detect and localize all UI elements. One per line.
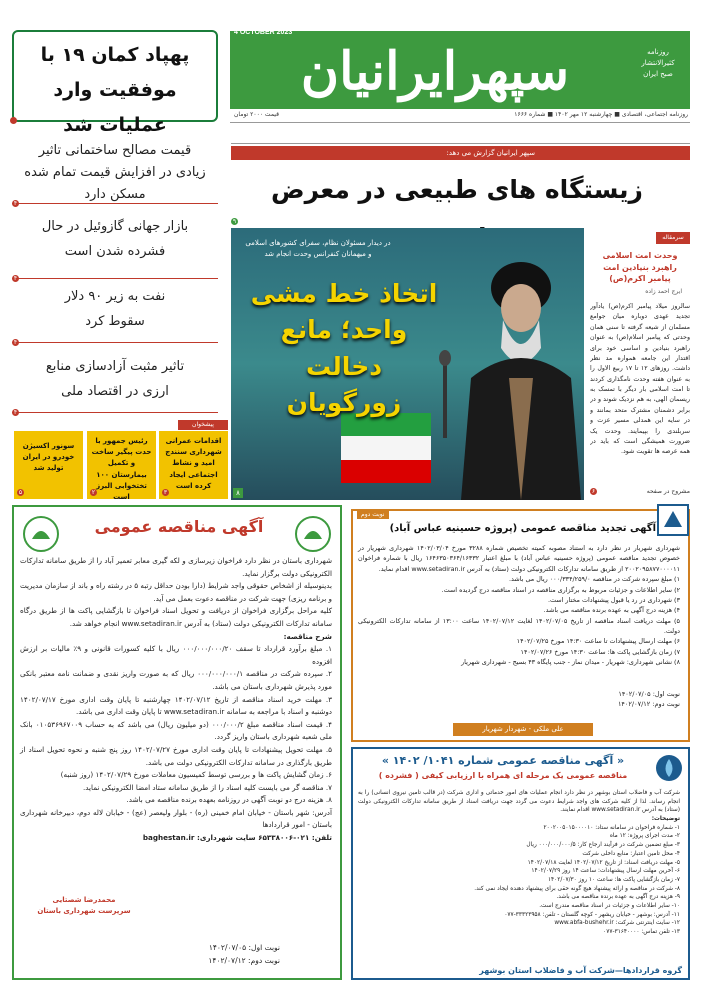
tagline-2: کثیرالانتشار — [641, 59, 675, 68]
ad-bastan-signer — [24, 895, 144, 917]
municipality-logo-icon — [22, 515, 60, 553]
brief-page: ۴ — [13, 275, 18, 282]
kiosk-page: ۳ — [163, 489, 168, 496]
ad-note: ۲- مدت اجرای پروژه: ۱۲ ماه — [609, 833, 680, 840]
ad-paragraph: شهرداری شهریار در نظر دارد به استناد مصوبه کمیته تخصیص شماره ۳۲۸۸ مورخ ۱۴۰۲/۰۳/۰۴ شهرداری شهریار در خصوص تجدید مناقصه عمومی (پروژه حسینیه عباس آباد) با مبلغ اعتبار ۱۶۴۶۳۵۰۳۶۴/۱۶۳۳۲ ریال با شماره فراخوان ۲۰۰۲۰۹۵۸۷۷۰۰۰۰۱۱ از طریق سامانه تدارکات الکترونیکی دولت (ستاد) به آدرس www.setadiran.ir اقدام نماید. — [358, 544, 681, 573]
ad-paragraph: شرح مناقصه: — [283, 631, 332, 641]
masthead-logo: سپهرایرانیان — [300, 41, 570, 102]
main-kicker: سپهر ایرانیان گزارش می دهد: — [231, 146, 690, 160]
kiosk-page: ۵ — [18, 489, 23, 496]
ad-paragraph: تلفن: ۰۲۱-۶۵۳۳۸۰۰۶ سایت شهرداری: baghestan.ir — [142, 833, 332, 843]
ad-paragraph: ۵. مهلت تحویل پیشنهادات تا پایان وقت اداری مورخ ۱۴۰۲/۰۷/۲۷ روز پنج شنبه و نحوه تحویل اسناد از طریق بارگذاری در سامانه تدارکات الکترونیکی دولت می باشد. — [20, 744, 332, 767]
ad-paragraph: کلیه مراحل برگزاری فراخوان از دریافت و تحویل اسناد فراخوان تا بازگشایی پاکت ها از طریق درگاه سامانه تدارکات الکترونیکی دولت (ستاد) به آدرس www.setadiran.ir انجام خواهد شد. — [20, 606, 332, 628]
ad-bastan-body — [20, 555, 332, 845]
ad-shahriar-badge: نوبت دوم — [357, 510, 389, 519]
main-headline: زیستگاه های طبیعی در معرض — [271, 175, 643, 204]
photo-headline — [249, 276, 439, 421]
ad-paragraph: شهرداری باستان در نظر دارد فراخوان زیرسازی و لکه گیری معابر تعمیر آباد را از طریق سامانه تدارکات الکترونیکی دولت برگزار نماید. — [20, 556, 332, 578]
editorial-more — [590, 488, 690, 495]
main-story[interactable] — [231, 143, 690, 223]
ad-paragraph: شرکت آب و فاضلاب استان بوشهر در نظر دارد انجام عملیات های امور خدماتی و اداری شرکت (در قالب تامین نیروی انسانی) را به انجام رساند. لذا از کلیه شرکت های واجد شرایط دعوت می گردد جهت دریافت اسناد از طریق سامانه تدارکات الکترونیکی دولت (ستاد) به آدرس www.setadiran.ir اقدام نمایند. — [358, 790, 680, 814]
flag-icon — [341, 413, 431, 483]
brief-item[interactable] — [12, 140, 218, 207]
signer-name: محمدرضا شصتایی — [52, 896, 116, 904]
photo-headline-line: اتخاذ خط مشی — [250, 279, 438, 308]
kiosk-box[interactable] — [87, 431, 156, 499]
ad-note: ۹- هزینه درج آگهی به عهده برنده مناقصه می باشد. — [556, 894, 680, 901]
masthead-tagline — [632, 47, 684, 81]
ad-paragraph: ۴) هزینه درج آگهی به عهده برنده مناقصه می باشد. — [543, 606, 680, 615]
ad-date: نوبت دوم: ۱۴۰۲/۰۷/۱۲ — [617, 700, 680, 709]
ad-note: ۷- زمان بازگشایی پاکت ها: ساعت ۱۰ روز ۱۴۰۲/۰۷/۳۰ — [547, 876, 680, 883]
signer-title: سرپرست شهرداری باستان — [37, 907, 131, 916]
editorial-label: سرمقاله — [656, 232, 690, 244]
brief-text: بازار جهانی گازوئیل در حال فشرده شدن است — [41, 219, 189, 259]
ad-paragraph: ۲) سایر اطلاعات و جزئیات مربوط به برگزاری مناقصه در اسناد مناقصه درج گردیده است. — [441, 585, 680, 594]
brief-text: تاثیر مثبت آزادسازی منابع ارزی در اقتصاد ملی — [45, 359, 185, 399]
photo-headline-line: واحد؛ مانع دخالت — [280, 315, 408, 381]
kiosk-text: سونور اکسیژن خودرو در ایران تولید شد — [22, 442, 75, 473]
ad-bastan[interactable] — [12, 505, 342, 980]
kiosk-page: ۲ — [91, 489, 96, 496]
editorial-title-line: راهبرد بنیادین امت — [603, 262, 677, 272]
photo-headline-line: زورگویان — [286, 387, 402, 417]
ad-paragraph: ۵) مهلت دریافت اسناد مناقصه از تاریخ ۱۴۰۲/۰۷/۰۵ لغایت ۱۴۰۲/۰۷/۱۲ ساعت ۱۳:۰۰ از سامانه تدارکات الکترونیکی دولت. — [358, 616, 680, 635]
ad-shahriar-dates — [618, 689, 680, 710]
main-page: ۹ — [232, 218, 237, 225]
ad-paragraph: ۴. قیمت اسناد مناقصه مبلغ ۰۰۰/۰۰۰/۲ (دو میلیون ریال) می باشد که به حساب ۰۱۰۵۳۶۹۶۷۰۰۹ بانک ملی شعبه شهرداری باستان واریز گردد. — [20, 719, 332, 742]
ad-bushehr-title-line: « آگهی مناقصه عمومی شماره ۱۰۴۱/ ۱۴۰۲ » — [381, 754, 625, 767]
masthead-date: 4 OCTOBER 2023 — [234, 29, 293, 36]
ad-date: نوبت اول: ۱۴۰۲/۰۷/۰۵ — [208, 943, 280, 952]
kiosk-text: رئیس جمهور با حدت پیگیر ساخت و تکمیل بیمارستان ۱۰۰ تختخوابی البرز است — [91, 437, 152, 501]
ad-paragraph: بدینوسیله از اشخاص حقوقی واجد شرایط (دارا بودن حداقل رتبه ۵ در رشته راه و باند از سازمان مدیریت و برنامه ریزی) جهت شرکت در مناقصه دعوت بعمل می آید. — [19, 581, 332, 603]
ad-paragraph: ۸. هزینه درج دو نوبت آگهی در روزنامه بعهده برنده مناقصه می باشد. — [126, 795, 332, 805]
ad-paragraph: ۷. مناقصه گر می بایست کلیه اسناد را از طریق سامانه ستاد امضا الکترونیکی نماید. — [82, 782, 332, 792]
editorial-title — [590, 250, 690, 285]
ad-note: ۱- شماره فراخوان در سامانه ستاد: ۲۰۰۲۰۰۵۰۱۵۰۰۰۰۱۰ — [543, 824, 680, 831]
left-headline: پهپاد کمان ۱۹ با موفقیت وارد عملیات شد — [40, 44, 190, 137]
brief-item[interactable] — [12, 355, 218, 416]
kiosk-box[interactable] — [159, 431, 228, 499]
ad-bushehr-footer: گروه قراردادها—شرکت آب و فاضلاب استان بوشهر — [479, 966, 682, 975]
ad-bushehr[interactable] — [351, 747, 690, 980]
tagline-1: روزنامه — [647, 48, 669, 56]
photo-story[interactable] — [231, 228, 584, 500]
ad-bushehr-subtitle: مناقصه عمومی یک مرحله ای همراه با ارزیابی کیفی ( فشرده ) — [378, 770, 628, 780]
ad-bastan-title: آگهی مناقصه عمومی — [94, 517, 264, 536]
ad-note: ۱۰- سایر اطلاعات و جزئیات در اسناد مناقصه مندرج است. — [539, 902, 680, 909]
ad-paragraph: ۲. سپرده شرکت در مناقصه ۰۰۰/۰۰۰/۰۰۰/۱ ریال که به صورت واریز نقدی و ضمانت نامه معتبر بانکی مورد پذیرش شهرداری باستان می باشد. — [20, 669, 333, 691]
ad-note: ۱۱- آدرس: بوشهر - خیابان ریشهر - کوچه گلستان - تلفن: ۳۳۳۲۳۹۵۸-۰۷۷ — [504, 911, 680, 918]
ad-note: ۳- مبلغ تضمین شرکت در فرآیند ارجاع کار: ۰۰۰/۰۰۰/۰۰۰/۵ ریال — [526, 842, 680, 849]
municipality-logo-icon — [294, 515, 332, 553]
editorial-author: ایرج احمد زاده — [645, 288, 682, 295]
editorial-more-label: مشروح در صفحه — [646, 488, 690, 495]
ad-date: نوبت دوم: ۱۴۰۲/۰۷/۱۲ — [208, 955, 280, 965]
ad-shahriar-signer: علی ملکی - شهردار شهریار — [453, 723, 593, 736]
ad-note: ۵- مهلت دریافت اسناد: از تاریخ ۱۴۰۲/۰۷/۱۲ لغایت ۱۴۰۲/۰۷/۱۸ — [527, 859, 680, 866]
masthead — [230, 31, 690, 109]
ad-bushehr-body — [358, 789, 680, 937]
ad-bushehr-title — [358, 753, 648, 782]
ad-date: نوبت اول: ۱۴۰۲/۰۷/۰۵ — [618, 690, 680, 698]
masthead-info-bar — [230, 109, 690, 123]
brief-text: نفت به زیر ۹۰ دلار سقوط کرد — [64, 289, 166, 329]
brief-item[interactable] — [12, 215, 218, 282]
ad-paragraph: ۱. مبلغ برآورد قرارداد تا سقف ۰۰۰/۰۰۰/۰۰۰/۲۰ ریال با کلیه کسورات قانونی و ۹٪ مالیات بر ارزش افزوده — [20, 644, 332, 666]
ad-shahriar-body — [358, 543, 680, 668]
brief-item[interactable] — [12, 285, 218, 346]
ad-shahriar-title: آگهی تجدید مناقصه عمومی (پروژه حسینیه عباس آباد) — [389, 523, 656, 534]
ad-paragraph: ۳) شهرداری در رد یا قبول پیشنهادات مختار است. — [547, 595, 680, 604]
ad-note: ۱۲- سایت اینترنتی شرکت: www.abfa-bushehr.ir — [554, 920, 680, 927]
ad-note: ۶- آخرین مهلت ارسال پیشنهادات: ساعت ۱۴ روز ۱۴۰۲/۰۷/۲۹ — [531, 868, 680, 875]
ad-note: ۸- شرکت در مناقصه و ارائه پیشنهاد هیچ گونه حقی برای پیشنهاد دهنده ایجاد نمی کند. — [474, 885, 680, 892]
ad-paragraph: ۷) زمان بازگشایی پاکت ها: ساعت ۱۴:۳۰ مورخ ۱۴۰۲/۰۷/۲۶ — [520, 647, 680, 656]
photo-page: ۸ — [233, 488, 243, 498]
masthead-price: قیمت ۲۰۰۰ تومان — [234, 111, 279, 118]
editorial-title-line: وحدت امت اسلامی — [602, 251, 678, 260]
left-headline-box[interactable] — [12, 30, 218, 137]
kiosk-box[interactable] — [14, 431, 83, 499]
shahriar-logo-icon — [656, 503, 690, 537]
brief-page: ۴ — [13, 200, 18, 207]
ad-paragraph: ۶) مهلت ارسال پیشنهادات تا ساعت ۱۴:۳۰ مورخ ۱۴۰۲/۰۷/۲۵ — [516, 637, 680, 646]
brief-page: ۴ — [13, 409, 18, 416]
ad-paragraph: آدرس: شهر باستان - خیابان امام خمینی (ره) - بلوار ولیعصر (عج) - خیابان لاله دوم، دبیرخانه شهرداری باستان - امور قراردادها — [20, 807, 332, 830]
brief-page: ۴ — [13, 339, 18, 346]
editorial[interactable] — [590, 228, 690, 500]
abfa-logo-icon — [654, 753, 684, 783]
ad-paragraph: ۸) نشانی شهرداری: شهریار - میدان نماز - جنب پایگاه ۴۳ بسیج - شهرداری شهریار — [461, 658, 680, 667]
editorial-body: سالروز میلاد پیامبر اکرم(ص) یادآور تجدید عهدی دوباره میان جوامع مسلمان از شیعه گرفته تا سنی همان وحدتی که پیامبر اسلام(ص) به عنوان راهبرد بنیادین و اساسی خود برای اقتدار این جامعه همواره مد نظر داشت. روزهای ۱۲ تا ۱۷ ربیع الاول را به عنوان هفته وحدت نامگذاری کردند تا امت اسلامی بار دیگر با تمسک به ریسمان الهی، به هم نزدیک شوند و در برابر دشمنان مشترک متحد بمانند و در سایه این همدلی مسیر عزت و سربلندی را بپیمایند. وحدت یک ضرورت همیشگی است که باید در همه عرصه ها تقویت شود. — [590, 303, 690, 456]
ad-note: ۱۳- تلفن تماس: ۳۱۶۴۰۰۰۰-۰۷۷ — [603, 929, 680, 935]
ad-note: ۴- محل تامین اعتبار: منابع داخلی شرکت — [582, 850, 680, 857]
ad-paragraph: ۱) مبلغ سپرده شرکت در مناقصه ۰۰۰/۳۳۴/۲۵۹/۰ ریال می باشد. — [508, 575, 680, 584]
kiosk-text: اقدامات عمرانی شهرداری سنندج امید و نشاط اجتماعی ایجاد کرده است — [165, 437, 222, 490]
ad-shahriar[interactable] — [351, 509, 690, 742]
editorial-more-page: ۶ — [591, 488, 596, 495]
masthead-info: روزنامه اجتماعی، اقتصادی ■ چهارشنبه ۱۲ مهر ۱۴۰۲ ■ شماره ۱۶۶۶ — [514, 111, 688, 118]
brief-text: قیمت مصالح ساختمانی تاثیر زیادی در افزایش قیمت تمام شده مسکن دارد — [24, 143, 206, 203]
photo-caption: در دیدار مسئولان نظام، سفرای کشورهای اسلامی و میهمانان کنفرانس وحدت انجام شد — [245, 239, 391, 258]
page-ref-marker — [10, 117, 17, 124]
ad-paragraph: ۶. زمان گشایش پاکت ها و بررسی توسط کمیسیون معاملات مورخ ۱۴۰۲/۰۷/۲۹ (روز شنبه) — [60, 770, 332, 780]
editorial-title-line: پیامبر اکرم(ص) — [609, 274, 671, 284]
ad-bastan-dates — [208, 942, 280, 968]
tagline-3: صبح ایران — [643, 70, 673, 79]
kiosk-label: پیشخوان — [178, 420, 228, 430]
ad-notes-label: توضیحات: — [651, 816, 680, 823]
ad-paragraph: ۳. مهلت خرید اسناد مناقصه از تاریخ ۱۴۰۲/۰۷/۱۲ چهارشنبه تا پایان وقت اداری مورخ ۱۴۰۲/۰۷/۱۷ دوشنبه و اسناد با مراجعه به سامانه www.setadiran.ir تا پایان وقت اداری می باشد. — [20, 694, 333, 717]
